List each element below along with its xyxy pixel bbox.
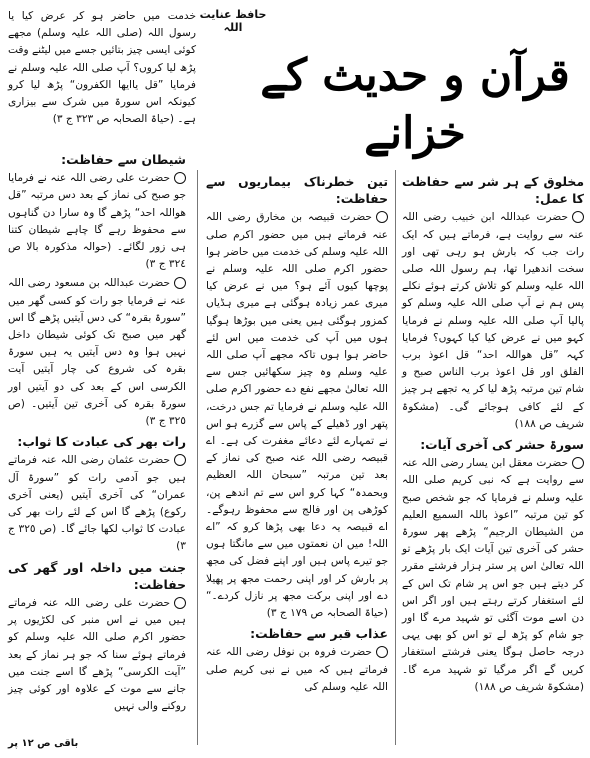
author-name: حافظ عنایت اللہ (199, 8, 267, 34)
paragraph: حضرت معقل ابن یسار رضی اللہ عنہ سے روایت ہے کہ نبی کریم صلی اللہ علیہ وسلم نے فرمایا کہ جو شخص صبح کو تین مرتبہ ”اعوذ باللہ السمیع العلیم من الشیطان الرجیم“ پڑھے پھر سورۃ حشر کی آخری تین آیات ایک بار پڑھے تو اللہ تعالیٰ اس پر ستر ہزار فرشتے مقرر کر دیتے ہیں جو اس پر شام تک اس کے لئے استغفار کرتے رہتے ہیں اور اگر اس دن اسے موت آگئی تو شہید مرے گا اور جو شام کو پڑھ لے تو اس کو بھی یہی درجہ حاصل ہوگا یعنی فرشتے استغفار کریں گے اگر مرگیا تو شہید مرے گا۔ (مشکوۃ شریف ص ١٨٨) (402, 457, 584, 693)
paragraph: حضرت عبداللہ بن مسعود رضی اللہ عنہ نے فرمایا جو رات کو کسی گھر میں ”سورۃ بقرہ“ کی دس آیتیں پڑھے گا اس گھر میں صبح تک کوئی شیطان داخل نہیں ہوا وہ دس آیتیں یہ ہیں سورۃ بقرہ کی شروع کی چار آیتیں آیت الکرسی اس کے بعد کی دو آیتیں اور سورۃ بقرہ کی آخری تین آیتیں۔ (ص ٣٢٥ ج ٣) (8, 277, 186, 428)
bullet-circle-icon (174, 454, 186, 466)
bullet-circle-icon (572, 457, 584, 469)
bullet-circle-icon (174, 172, 186, 184)
paragraph: حضرت عبداللہ ابن خبیب رضی اللہ عنہ سے روایت ہے، فرماتے ہیں کہ ایک رات جب کہ بارش ہو رہی تھی اور سخت اندھیرا تھا، ہم رسول اللہ صلی اللہ علیہ وسلم کو تلاش کرتے ہوئے نکلے پس ہم نے آپ صلی اللہ علیہ وسلم کو پالیا آپ صلی اللہ علیہ وسلم نے فرمایا کہو میں نے عرض کیا کیا کہوں؟ فرمایا کہہ ”قل ھواللہ احد“ قل اعوذ برب الفلق اور قل اعوذ برب الناس صبح و شام تین مرتبہ پڑھ لیا کر یہ تجھے ہر چیز کے لئے کافی ہوجائے گی۔ (مشکوۃ شریف ص ١٨٨) (402, 211, 584, 430)
paragraph: حضرت عثمان رضی اللہ عنہ فرماتے ہیں جو آدمی رات کو ”سورۃ آل عمران“ کی آخری آیتیں (یعنی آخری رکوع) پڑھے گا اس کے لئے رات بھر کی عبادت کا ثواب لکھا جائے گا۔ (ص ٣٢٥ ج ٣) (8, 454, 186, 553)
section-heading: شیطان سے حفاظت: (61, 152, 186, 167)
bullet-circle-icon (174, 597, 186, 609)
continued-note: باقی ص ١٢ پر (8, 738, 79, 749)
section-heading: تین خطرناک بیماریوں سے حفاظت: (206, 174, 388, 207)
section-heading: رات بھر کی عبادت کا ثواب: (17, 434, 186, 450)
page-title-calligraphy (250, 50, 580, 165)
section-heading: جنت میں داخلہ اور گھر کی حفاظت: (8, 559, 186, 592)
paragraph: حضرت علی رضی اللہ عنہ فرماتے ہیں میں نے اس منبر کی لکڑیوں پر حضور اکرم صلی اللہ علیہ وسلم کو فرماتے ہوئے سنا کہ جو ہر نماز کے بعد ”آیت الکرسی“ پڑھے گا اسے جنت میں جانے سے موت کے علاوہ اور کوئی چیز روکنے والی نہیں (8, 597, 186, 713)
paragraph: حضرت علی رضی اللہ عنہ نے فرمایا جو صبح کی نماز کے بعد دس مرتبہ ”قل ھواللہ احد“ پڑھے گا وہ سارا دن گناہوں سے محفوظ رہے گا چاہے شیطان کتنا ہی زور لگائے۔ (حوالہ مذکورہ بالا ص ٣٢٤ ج ٣) (8, 172, 186, 271)
paragraph: خدمت میں حاضر ہو کر عرض کیا یا رسول اللہ (صلی اللہ علیہ وسلم) مجھے کوئی ایسی چیز بتائیں جسے میں لیٹنے وقت پڑھ لیا کروں؟ آپ صلی اللہ علیہ وسلم نے فرمایا ”قل یاایھا الکفرون“ پڑھ لیا کرو کیونکہ اس سورۃ میں شرک سے بیزاری ہے۔ (حیاۃ الصحابہ ص ٣٢٣ ج ٣) (8, 10, 196, 126)
paragraph: حضرت قبیصہ بن مخارق رضی اللہ عنہ فرماتے ہیں میں حضور اکرم صلی اللہ علیہ وسلم کی خدمت میں حاضر ہوا حضور اکرم صلی اللہ علیہ وسلم نے پوچھا کیوں آئے ہو؟ میں نے عرض کیا میری عمر زیادہ ہوگئی ہے میری ہڈیاں کمزور ہوگئی ہیں یعنی میں بوڑھا ہوگیا ہوں میں آپ کی خدمت میں اس لئے حاضر ہوا ہوں تاکہ مجھے آپ صلی اللہ علیہ وسلم وہ چیز سکھائیں جس سے اللہ تعالیٰ مجھے نفع دے حضور اکرم صلی اللہ علیہ وسلم نے فرمایا تم جس درخت، پتھر اور ڈھیلے کے پاس سے گزرے ہو اس نے تمہارے لئے دعائے مغفرت کی ہے۔ اے قبیصہ رضی اللہ عنہ صبح کی نماز کے بعد تین مرتبہ ”سبحان اللہ العظیم وبحمدہ“ کہا کرو اس سے تم اندھے پن، کوڑھی پن اور فالج سے محفوظ رہوگے۔ اے قبیصہ یہ دعا بھی پڑھا کرو کہ ”اے اللہ! میں ان نعمتوں میں سے مانگتا ہوں جو تیرے پاس ہیں اور اپنے فضل کی مجھ پر بارش کر اور اپنی رحمت مجھ پر پھیلا دے اور اپنی برکت مجھ پر نازل کردے۔“ (حیاۃ الصحابہ ص ١٧٩ ج ٣) (206, 211, 388, 620)
bullet-circle-icon (376, 211, 388, 223)
page-title: قرآن و حدیث کے خزانے (260, 50, 570, 159)
column-middle (206, 170, 388, 698)
column-left-top (8, 8, 196, 130)
paragraph: حضرت فروہ بن نوفل رضی اللہ عنہ فرماتے ہیں کہ میں نے نبی کریم صلی اللہ علیہ وسلم کی (206, 646, 388, 693)
bullet-circle-icon (174, 277, 186, 289)
section-heading: سورۃ حشر کی آخری آیات: (420, 437, 584, 453)
column-right (402, 170, 584, 698)
column-left (8, 148, 186, 718)
section-heading: عذاب قبر سے حفاظت: (250, 626, 388, 642)
bullet-circle-icon (572, 211, 584, 223)
section-heading: مخلوق کے ہر شر سے حفاظت کا عمل: (402, 174, 584, 207)
column-divider (197, 170, 198, 745)
bullet-circle-icon (376, 646, 388, 658)
column-divider (395, 170, 396, 745)
